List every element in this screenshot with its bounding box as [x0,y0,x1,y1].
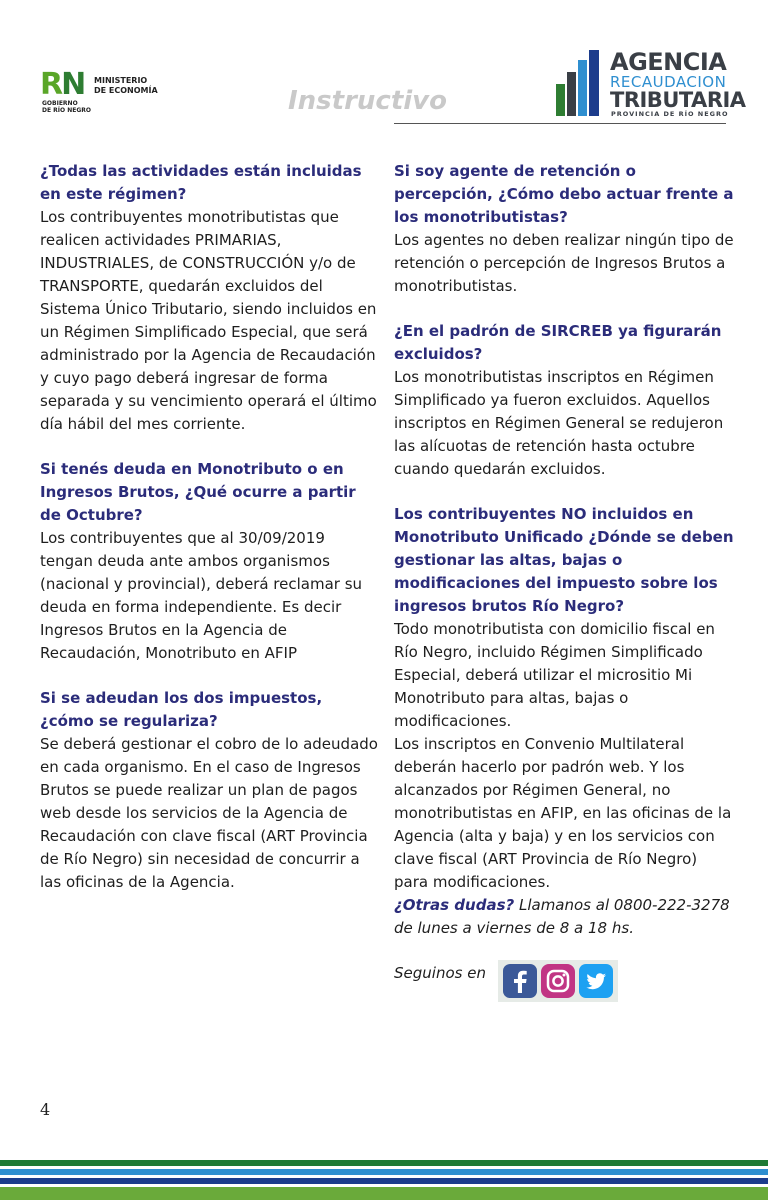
faq-question: Si tenés deuda en Monotributo o en Ingresos Brutos, ¿Qué ocurre a partir de Octubre? [40,460,356,524]
twitter-icon[interactable] [578,963,614,999]
faq-answer: Se deberá gestionar el cobro de lo adeudado en cada organismo. En el caso de Ingresos Brutos se puede realizar un plan de pagos web desde los servicios de la Agencia de Recaudación con clave fiscal (ART Provincia de Río Negro) sin necesidad de concurrir a las oficinas de la Agencia. [40,735,378,891]
social-icons [498,960,618,1002]
agency-logo-line1: AGENCIA [610,48,727,76]
faq-answer: Los agentes no deben realizar ningún tipo de retención o percepción de Ingresos Brutos a monotributistas. [394,231,734,295]
ministry-label: MINISTERIO DE ECONOMÍA [94,76,158,95]
social-follow [394,960,734,1002]
faq-question: Los contribuyentes NO incluidos en Monotributo Unificado ¿Dónde se deben gestionar las altas, bajas o modificaciones del impuesto sobre los ingresos brutos Río Negro? [394,505,734,615]
rn-government-logo [40,67,180,120]
agency-bars-icon [554,50,602,116]
faq-question: Si se adeudan los dos impuestos, ¿cómo se regulariza? [40,689,323,730]
page-title: Instructivo [288,86,447,116]
faq-question: ¿En el padrón de SIRCREB ya figurarán excluidos? [394,322,722,363]
faq-answer: Los contribuyentes que al 30/09/2019 tengan deuda ante ambos organismos (nacional y provincial), deberá reclamar su deuda en forma independiente. Es decir Ingresos Brutos en la Agencia de Recaudación, Monotributo en AFIP [40,529,363,662]
contact-info [394,894,734,940]
agency-logo-line3: TRIBUTARIA [610,88,746,112]
faq-question: Si soy agente de retención o percepción, ¿Cómo debo actuar frente a los monotributistas? [394,162,734,226]
right-column [394,160,734,1002]
rn-logo-mark: RN [40,67,85,102]
faq-answer: Todo monotributista con domicilio fiscal en Río Negro, incluido Régimen Simplificado Especial, deberá utilizar el micrositio Mi Monotributo para altas, bajas o modificaciones. [394,620,715,730]
header-divider [394,123,726,124]
page-number: 4 [40,1100,51,1119]
instagram-icon[interactable] [540,963,576,999]
footer-color-band [0,1160,768,1200]
contact-text: Llamanos al 0800-222-3278 de lunes a viernes de 8 a 18 hs. [394,896,730,937]
contact-question: ¿Otras dudas? [394,896,515,914]
agency-logo-line2: RECAUDACION [610,73,727,91]
faq-answer: Los monotributistas inscriptos en Régimen Simplificado ya fueron excluidos. Aquellos inscriptos en Régimen General se redujeron las alícuotas de retención hasta octubre cuando quedarán excluidos. [394,368,724,478]
faq-answer: Los contribuyentes monotributistas que realicen actividades PRIMARIAS, INDUSTRIALES, de CONSTRUCCIÓN y/o de TRANSPORTE, quedarán excluidos del Sistema Único Tributario, siendo incluidos en un Régimen Simplificado Especial, que será administrado por la Agencia de Recaudación y cuyo pago deberá ingresar de forma separada y su vencimiento operará el último día hábil del mes corriente. [40,208,377,433]
left-column [40,160,380,894]
facebook-icon[interactable] [502,963,538,999]
agency-logo [554,48,746,118]
faq-answer-continued: Los inscriptos en Convenio Multilateral deberán hacerlo por padrón web. Y los alcanzados por Régimen General, no monotributistas en AFIP, en las oficinas de la Agencia (alta y baja) y en los servicios con clave fiscal (ART Provincia de Río Negro) para modificaciones. [394,735,732,891]
government-label: GOBIERNO DE RÍO NEGRO [42,100,91,114]
agency-logo-line4: PROVINCIA DE RÍO NEGRO [611,110,729,118]
social-label: Seguinos en [394,964,486,982]
faq-question: ¿Todas las actividades están incluidas en este régimen? [40,162,362,203]
